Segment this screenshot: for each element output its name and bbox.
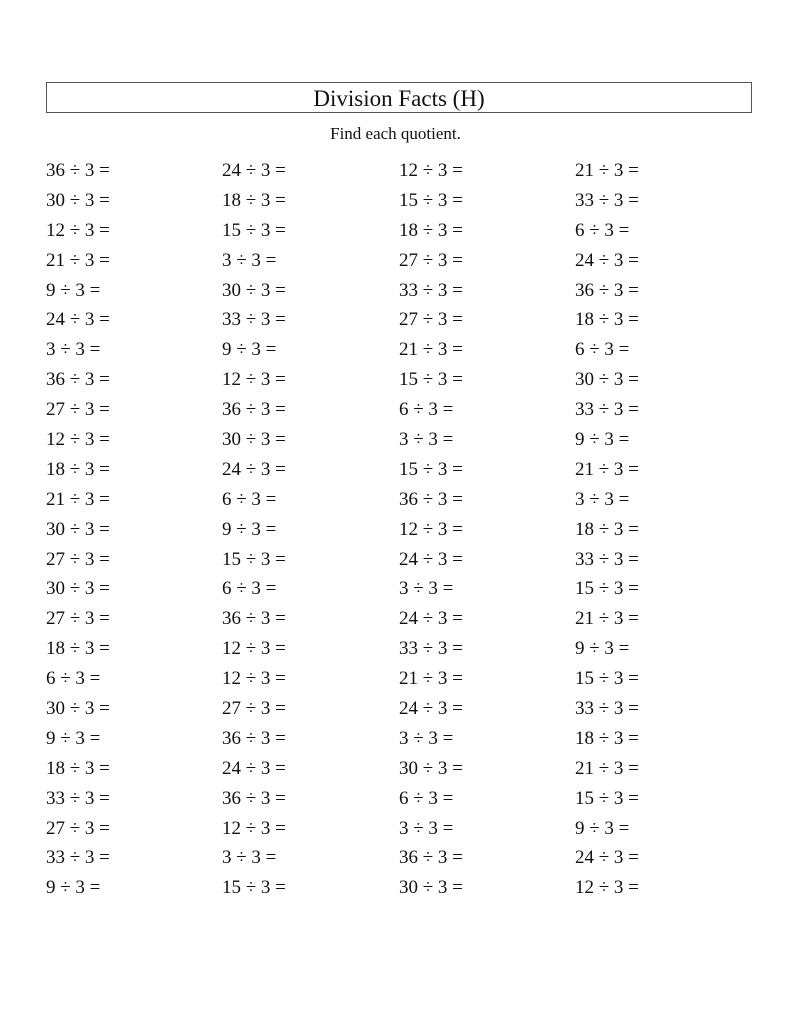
division-problem: 21 ÷ 3 = bbox=[46, 488, 110, 510]
division-problem: 12 ÷ 3 = bbox=[399, 160, 463, 181]
division-problem: 27 ÷ 3 = bbox=[46, 608, 110, 630]
division-problem: 21 ÷ 3 = bbox=[575, 160, 639, 181]
division-problem: 21 ÷ 3 = bbox=[46, 249, 110, 271]
division-problem: 21 ÷ 3 = bbox=[399, 339, 463, 361]
division-problem: 15 ÷ 3 = bbox=[575, 787, 639, 809]
division-problem: 3 ÷ 3 = bbox=[46, 339, 101, 361]
division-problem: 24 ÷ 3 = bbox=[222, 458, 286, 480]
division-problem: 27 ÷ 3 = bbox=[46, 817, 110, 839]
division-problem: 36 ÷ 3 = bbox=[46, 160, 110, 181]
worksheet-title: Division Facts (H) bbox=[313, 85, 485, 111]
division-problem: 36 ÷ 3 = bbox=[575, 279, 639, 301]
division-problem: 30 ÷ 3 = bbox=[46, 518, 110, 540]
division-problem: 9 ÷ 3 = bbox=[46, 279, 101, 301]
division-problem: 24 ÷ 3 = bbox=[222, 757, 286, 779]
division-problem: 6 ÷ 3 = bbox=[399, 787, 454, 809]
division-problem: 36 ÷ 3 = bbox=[222, 399, 286, 421]
division-problem: 3 ÷ 3 = bbox=[222, 249, 277, 271]
division-problem: 27 ÷ 3 = bbox=[399, 309, 463, 331]
division-problem: 18 ÷ 3 = bbox=[46, 638, 110, 660]
division-problem: 30 ÷ 3 = bbox=[575, 369, 639, 391]
division-problem: 3 ÷ 3 = bbox=[399, 578, 454, 600]
division-problem: 12 ÷ 3 = bbox=[222, 369, 286, 391]
division-problem: 30 ÷ 3 = bbox=[399, 877, 463, 899]
division-problem: 15 ÷ 3 = bbox=[575, 578, 639, 600]
division-problem: 18 ÷ 3 = bbox=[575, 518, 639, 540]
division-problem: 33 ÷ 3 = bbox=[575, 698, 639, 720]
division-problem: 30 ÷ 3 = bbox=[222, 279, 286, 301]
division-problem: 12 ÷ 3 = bbox=[575, 877, 639, 899]
division-problem: 12 ÷ 3 = bbox=[46, 429, 110, 451]
division-problem: 18 ÷ 3 = bbox=[46, 458, 110, 480]
division-problem: 33 ÷ 3 = bbox=[399, 638, 463, 660]
division-problem: 36 ÷ 3 = bbox=[399, 488, 463, 510]
division-problem: 24 ÷ 3 = bbox=[575, 249, 639, 271]
division-problem: 30 ÷ 3 = bbox=[46, 578, 110, 600]
division-problem: 15 ÷ 3 = bbox=[399, 369, 463, 391]
division-problem: 33 ÷ 3 = bbox=[46, 847, 110, 869]
division-problem: 18 ÷ 3 = bbox=[222, 189, 286, 211]
title-box bbox=[46, 82, 752, 113]
division-problem: 9 ÷ 3 = bbox=[575, 638, 630, 660]
division-problem: 3 ÷ 3 = bbox=[399, 727, 454, 749]
division-problem: 24 ÷ 3 = bbox=[222, 160, 286, 181]
division-problem: 30 ÷ 3 = bbox=[46, 698, 110, 720]
division-problem: 24 ÷ 3 = bbox=[399, 698, 463, 720]
division-problem: 33 ÷ 3 = bbox=[399, 279, 463, 301]
division-problem: 21 ÷ 3 = bbox=[575, 608, 639, 630]
division-problem: 36 ÷ 3 = bbox=[222, 727, 286, 749]
division-problem: 33 ÷ 3 = bbox=[575, 399, 639, 421]
division-problem: 18 ÷ 3 = bbox=[575, 309, 639, 331]
division-problem: 30 ÷ 3 = bbox=[222, 429, 286, 451]
division-problem: 36 ÷ 3 = bbox=[222, 787, 286, 809]
division-problem: 33 ÷ 3 = bbox=[46, 787, 110, 809]
division-problem: 18 ÷ 3 = bbox=[399, 219, 463, 241]
problem-grid bbox=[46, 156, 752, 903]
division-problem: 12 ÷ 3 = bbox=[399, 518, 463, 540]
division-problem: 15 ÷ 3 = bbox=[575, 668, 639, 690]
division-problem: 12 ÷ 3 = bbox=[222, 638, 286, 660]
division-problem: 27 ÷ 3 = bbox=[222, 698, 286, 720]
division-problem: 24 ÷ 3 = bbox=[399, 548, 463, 570]
division-problem: 24 ÷ 3 = bbox=[399, 608, 463, 630]
division-problem: 6 ÷ 3 = bbox=[222, 578, 277, 600]
division-problem: 12 ÷ 3 = bbox=[222, 668, 286, 690]
division-problem: 33 ÷ 3 = bbox=[222, 309, 286, 331]
division-problem: 33 ÷ 3 = bbox=[575, 548, 639, 570]
division-problem: 6 ÷ 3 = bbox=[399, 399, 454, 421]
division-problem: 15 ÷ 3 = bbox=[399, 189, 463, 211]
division-problem: 15 ÷ 3 = bbox=[222, 877, 286, 899]
division-problem: 30 ÷ 3 = bbox=[399, 757, 463, 779]
division-problem: 3 ÷ 3 = bbox=[399, 817, 454, 839]
division-problem: 9 ÷ 3 = bbox=[575, 429, 630, 451]
division-problem: 6 ÷ 3 = bbox=[222, 488, 277, 510]
division-problem: 3 ÷ 3 = bbox=[575, 488, 630, 510]
division-problem: 12 ÷ 3 = bbox=[46, 219, 110, 241]
division-problem: 6 ÷ 3 = bbox=[46, 668, 101, 690]
division-problem: 24 ÷ 3 = bbox=[46, 309, 110, 331]
division-problem: 27 ÷ 3 = bbox=[46, 399, 110, 421]
division-problem: 33 ÷ 3 = bbox=[575, 189, 639, 211]
division-problem: 6 ÷ 3 = bbox=[575, 219, 630, 241]
division-problem: 21 ÷ 3 = bbox=[399, 668, 463, 690]
division-problem: 6 ÷ 3 = bbox=[575, 339, 630, 361]
division-problem: 3 ÷ 3 = bbox=[222, 847, 277, 869]
division-problem: 27 ÷ 3 = bbox=[399, 249, 463, 271]
division-problem: 9 ÷ 3 = bbox=[222, 518, 277, 540]
division-problem: 9 ÷ 3 = bbox=[575, 817, 630, 839]
worksheet-instructions: Find each quotient. bbox=[330, 124, 461, 143]
division-problem: 3 ÷ 3 = bbox=[399, 429, 454, 451]
division-problem: 24 ÷ 3 = bbox=[575, 847, 639, 869]
division-problem: 15 ÷ 3 = bbox=[222, 219, 286, 241]
division-problem: 36 ÷ 3 = bbox=[46, 369, 110, 391]
division-problem: 9 ÷ 3 = bbox=[222, 339, 277, 361]
division-problem: 15 ÷ 3 = bbox=[222, 548, 286, 570]
division-problem: 9 ÷ 3 = bbox=[46, 877, 101, 899]
division-problem: 30 ÷ 3 = bbox=[46, 189, 110, 211]
division-problem: 36 ÷ 3 = bbox=[399, 847, 463, 869]
division-problem: 9 ÷ 3 = bbox=[46, 727, 101, 749]
division-problem: 21 ÷ 3 = bbox=[575, 458, 639, 480]
division-problem: 12 ÷ 3 = bbox=[222, 817, 286, 839]
division-problem: 27 ÷ 3 = bbox=[46, 548, 110, 570]
division-problem: 36 ÷ 3 = bbox=[222, 608, 286, 630]
division-problem: 18 ÷ 3 = bbox=[46, 757, 110, 779]
division-problem: 21 ÷ 3 = bbox=[575, 757, 639, 779]
division-problem: 15 ÷ 3 = bbox=[399, 458, 463, 480]
division-problem: 18 ÷ 3 = bbox=[575, 727, 639, 749]
